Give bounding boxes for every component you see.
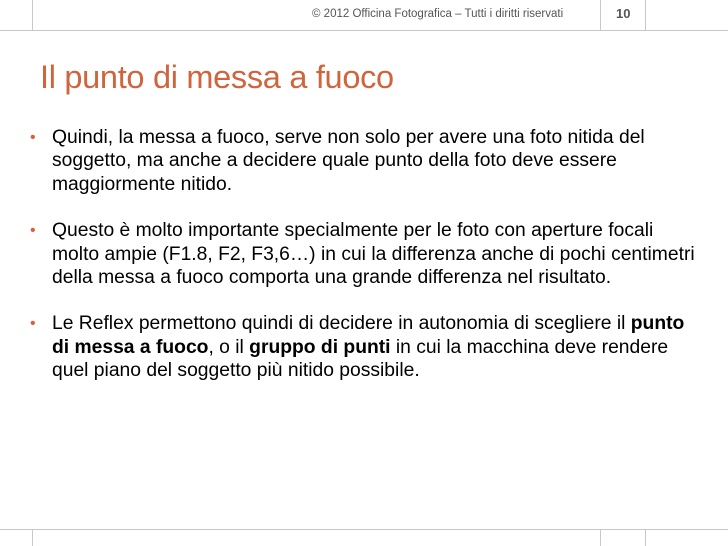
bold-term-point-group: gruppo di punti: [249, 336, 391, 358]
bold-term-focus-point: punto di messa a fuoco: [52, 313, 685, 358]
header-rule: [0, 30, 728, 31]
slide-header-bar: [0, 0, 728, 30]
bullet-list: [30, 126, 700, 406]
bullet-text-part: in cui la macchina deve rendere quel piano del soggetto più nitido possibile.: [52, 336, 669, 382]
slide-title: Il punto di messa a fuoco: [40, 59, 394, 95]
bullet-icon: •: [30, 222, 36, 240]
header-divider: [645, 0, 646, 30]
bullet-text-part: , o il: [208, 336, 250, 358]
footer-rule: [0, 529, 728, 530]
bullet-item: [30, 219, 700, 289]
footer-divider: [32, 530, 33, 546]
header-divider: [32, 0, 33, 30]
copyright-text: © 2012 Officina Fotografica – Tutti i diritti riservati: [312, 8, 564, 20]
footer-divider: [600, 530, 601, 546]
bullet-icon: •: [30, 315, 36, 333]
bullet-item: [30, 312, 700, 382]
bullet-text: Questo è molto importante specialmente per le foto con aperture focali molto ampie (F1.8, F2, F3,6…) in cui la differenza anche di pochi centimetri della messa a fuoco comporta una grande differenza nel risultato.: [52, 220, 695, 289]
bullet-text: Quindi, la messa a fuoco, serve non solo per avere una foto nitida del soggetto, ma anche a decidere quale punto della foto deve essere maggiormente nitido.: [52, 127, 645, 195]
bullet-text-part: Le Reflex permettono quindi di decidere in autonomia di scegliere il: [52, 313, 631, 335]
header-divider: [600, 0, 601, 30]
bullet-item: [30, 126, 700, 196]
bullet-text: [52, 312, 700, 382]
bullet-icon: •: [30, 129, 36, 146]
page-number: 10: [616, 6, 631, 21]
footer-divider: [645, 530, 646, 546]
